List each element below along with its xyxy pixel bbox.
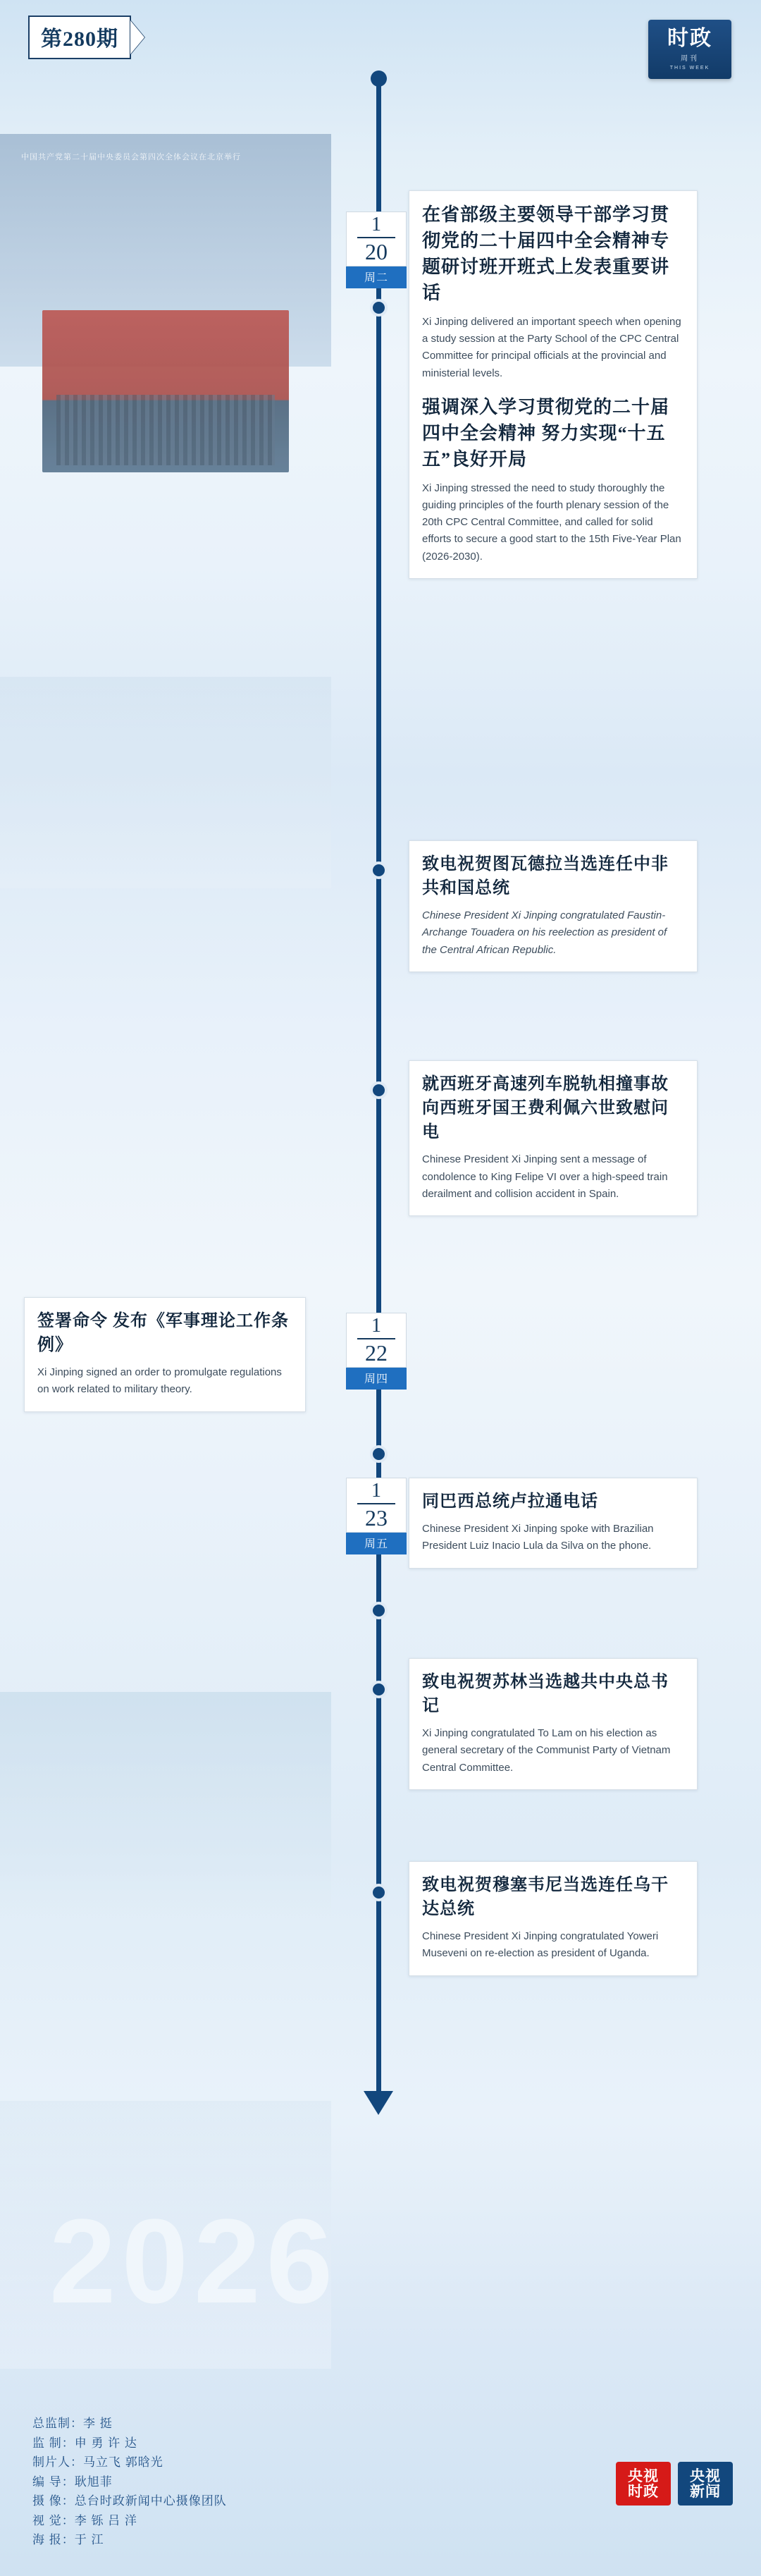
footer-logo-line1: 央视 xyxy=(628,2467,659,2484)
footer-logos xyxy=(616,2462,733,2506)
date-day: 20 xyxy=(365,239,388,264)
credit-line: 海 报：于 江 xyxy=(32,2533,104,2547)
timeline-arrow-icon xyxy=(364,2091,393,2115)
news-body-en: Chinese President Xi Jinping spoke with Brazilian President Luiz Inacio Lula da Silva on the phone. xyxy=(422,1523,654,1552)
news-title-cn: 致电祝贺苏林当选越共中央总书记 xyxy=(422,1673,669,1716)
timeline-node-sub-2 xyxy=(370,1081,388,1099)
news-title-cn: 在省部级主要领导干部学习贯彻党的二十届四中全会精神专题研讨班开班式上发表重要讲话 xyxy=(422,204,670,303)
timeline-node-sub-1 xyxy=(370,861,388,879)
news-card[interactable] xyxy=(409,840,698,972)
date-weekday: 周五 xyxy=(346,1533,407,1554)
block-spacer xyxy=(422,382,684,395)
date-divider xyxy=(357,1503,395,1504)
news-card[interactable] xyxy=(24,1297,306,1412)
date-chip-jan-23 xyxy=(346,1478,407,1554)
timeline-node-jan-22 xyxy=(370,1445,388,1463)
news-title-cn: 致电祝贺穆塞韦尼当选连任乌干达总统 xyxy=(422,1876,669,1919)
credits-block xyxy=(32,2414,227,2550)
footer-logo-line2: 新闻 xyxy=(690,2483,721,2500)
background-photo-secondary xyxy=(0,677,331,888)
background-photo-plenary xyxy=(0,134,331,367)
footer-logo-line1: 央视 xyxy=(690,2467,721,2484)
news-title-cn: 强调深入学习贯彻党的二十届四中全会精神 努力实现“十五五”良好开局 xyxy=(422,396,670,470)
date-day: 23 xyxy=(365,1505,388,1531)
news-body-en: Xi Jinping congratulated To Lam on his election as general secretary of the Communist Party of Vietnam Central Committee. xyxy=(422,1727,671,1774)
news-body-en: Chinese President Xi Jinping congratulated Yoweri Museveni on re-election as president of Uganda. xyxy=(422,1930,659,1960)
cctv-news-logo xyxy=(678,2462,733,2506)
date-chip-body xyxy=(346,1313,407,1368)
date-divider xyxy=(357,237,395,238)
news-card[interactable] xyxy=(409,190,698,579)
news-card[interactable] xyxy=(409,1861,698,1976)
issue-arrow-icon xyxy=(130,20,144,54)
footer-logo-line2: 时政 xyxy=(628,2483,659,2500)
date-chip-body xyxy=(346,211,407,266)
background-photo-cityscape xyxy=(0,1692,331,1918)
credit-line: 制片人：马立飞 郭晗光 xyxy=(32,2455,163,2470)
date-day: 22 xyxy=(365,1340,388,1366)
photo-caption: 中国共产党第二十届中央委员会第四次全体会议在北京举行 xyxy=(21,153,241,161)
timeline-node-jan-20 xyxy=(370,299,388,317)
timeline-node-sub-3 xyxy=(370,1681,388,1698)
news-body-en: Chinese President Xi Jinping sent a message of condolence to King Felipe VI over a high-speed train derailment and collision accident in Spain. xyxy=(422,1153,668,1200)
date-month: 1 xyxy=(371,1315,381,1337)
issue-badge xyxy=(28,16,144,59)
news-card[interactable] xyxy=(409,1658,698,1790)
date-weekday: 周二 xyxy=(346,266,407,288)
credit-line: 监 制：申 勇 许 达 xyxy=(32,2436,137,2450)
credit-line: 摄 像：总台时政新闻中心摄像团队 xyxy=(32,2494,227,2508)
news-card[interactable] xyxy=(409,1478,698,1569)
date-month: 1 xyxy=(371,1480,381,1502)
date-month: 1 xyxy=(371,214,381,235)
date-divider xyxy=(357,1338,395,1339)
date-weekday: 周四 xyxy=(346,1368,407,1390)
news-title-cn: 签署命令 发布《军事理论工作条例》 xyxy=(37,1312,289,1355)
credit-line: 编 导：耿旭菲 xyxy=(32,2474,113,2489)
news-title-cn: 就西班牙高速列车脱轨相撞事故向西班牙国王费利佩六世致慰问电 xyxy=(422,1075,669,1142)
news-body-en: Xi Jinping signed an order to promulgate regulations on work related to military theory. xyxy=(37,1366,282,1396)
news-body-en: Xi Jinping stressed the need to study thoroughly the guiding principles of the fourth plenary session of the 20th CPC Central Committee, and called for solid efforts to secure a good start to the 15th Five-Year Plan (2026-2030). xyxy=(422,482,681,563)
program-logo-en: THIS WEEK xyxy=(669,66,710,70)
credit-line: 总监制：李 挺 xyxy=(32,2417,113,2430)
date-chip-jan-22 xyxy=(346,1313,407,1390)
news-card[interactable] xyxy=(409,1060,698,1216)
background-watermark: 2026 xyxy=(49,2195,339,2329)
news-body-en: Chinese President Xi Jinping congratulated Faustin-Archange Touadera on his reelection as president of the Central African Republic. xyxy=(422,909,667,956)
news-title-cn: 致电祝贺图瓦德拉当选连任中非共和国总统 xyxy=(422,855,669,898)
news-title-cn: 同巴西总统卢拉通电话 xyxy=(422,1492,598,1511)
news-body-en: Xi Jinping delivered an important speech when opening a study session at the Party School of the CPC Central Committee for principal officials at the provincial and ministerial levels. xyxy=(422,315,681,379)
date-chip-body xyxy=(346,1478,407,1533)
credit-line: 视 觉：李 铄 吕 洋 xyxy=(32,2513,137,2527)
cctv-politics-logo xyxy=(616,2462,671,2506)
timeline-node-sub-4 xyxy=(370,1884,388,1901)
program-logo-main: 时政 xyxy=(667,27,712,50)
date-chip-jan-20 xyxy=(346,211,407,288)
photo-inner-hall xyxy=(42,310,289,472)
program-logo xyxy=(648,20,731,79)
timeline-node-jan-23 xyxy=(370,1602,388,1619)
issue-label: 第280期 xyxy=(28,16,131,59)
program-logo-sub: 周刊 xyxy=(681,55,699,63)
